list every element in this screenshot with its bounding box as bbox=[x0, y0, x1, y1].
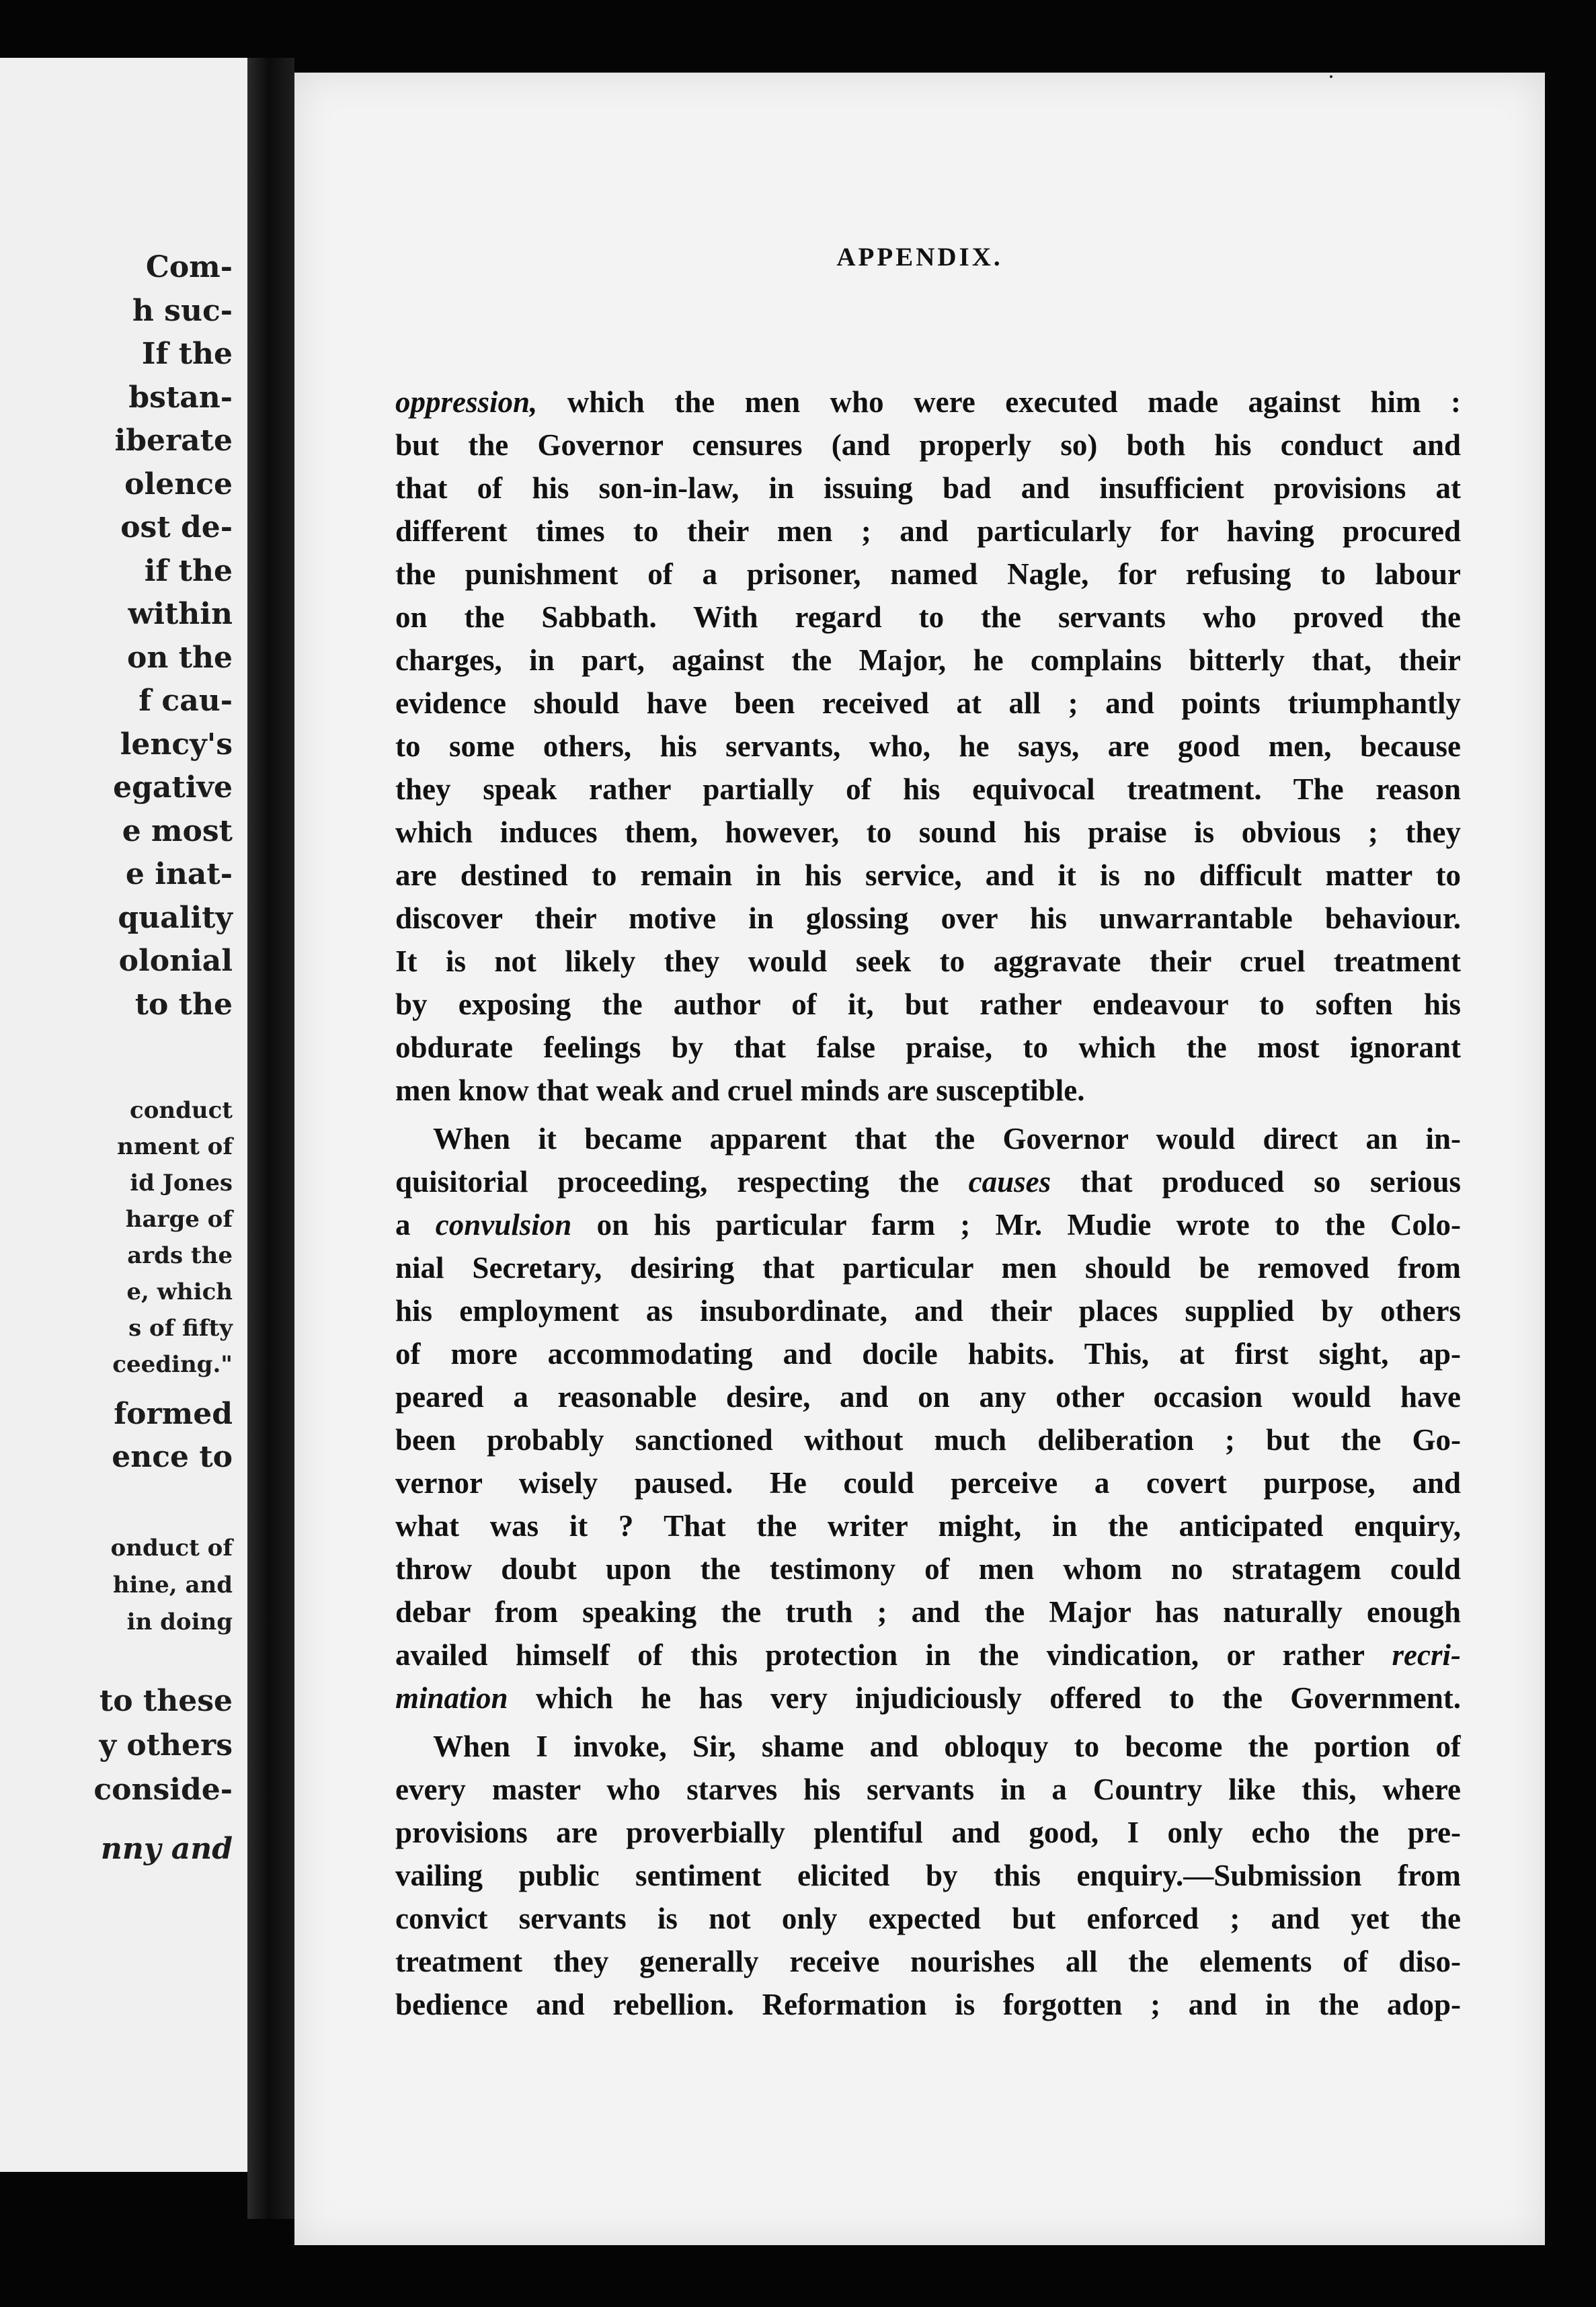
text-run: his employment as insubordinate, and their places supplied by others bbox=[395, 1294, 1461, 1328]
text-run: that of his son-in-law, in issuing bad and insufficient provisions at bbox=[395, 471, 1461, 505]
italic-text: oppression, bbox=[395, 385, 538, 419]
text-line bbox=[395, 423, 1461, 467]
left-page-line: to the bbox=[134, 987, 233, 1022]
text-line bbox=[395, 1289, 1461, 1332]
text-line bbox=[395, 1026, 1461, 1069]
paragraph bbox=[395, 1725, 1461, 2026]
left-page-fragment bbox=[0, 58, 247, 2172]
left-page-line: lency's bbox=[120, 727, 233, 762]
text-run: It is not likely they would seek to aggravate their cruel treatment bbox=[395, 944, 1461, 978]
left-page-line: hine, and bbox=[112, 1572, 233, 1598]
print-speck bbox=[1330, 75, 1332, 78]
text-run: men know that weak and cruel minds are susceptible. bbox=[395, 1074, 1085, 1107]
left-page-line: egative bbox=[113, 770, 233, 805]
right-page bbox=[294, 73, 1545, 2245]
text-run: convict servants is not only expected but enforced ; and yet the bbox=[395, 1902, 1461, 1935]
text-line bbox=[395, 983, 1461, 1026]
left-page-line: bstan- bbox=[128, 380, 233, 415]
text-run: vernor wisely paused. He could perceive a covert purpose, and bbox=[395, 1466, 1461, 1500]
text-run: which the men who were executed made against him : bbox=[537, 385, 1461, 419]
text-run: When it became apparent that the Governor would direct an in- bbox=[433, 1122, 1461, 1156]
text-line bbox=[395, 940, 1461, 983]
left-page-line: If the bbox=[141, 337, 233, 371]
page-header: APPENDIX. bbox=[836, 243, 1003, 272]
text-line bbox=[395, 1461, 1461, 1504]
left-page-line: nment of bbox=[117, 1133, 233, 1160]
text-run: the punishment of a prisoner, named Nagle, for refusing to labour bbox=[395, 557, 1461, 591]
left-page-line: harge of bbox=[125, 1206, 233, 1233]
text-run: treatment they generally receive nourishes all the elements of diso- bbox=[395, 1945, 1461, 1978]
text-run: which he has very injudiciously offered to the Government. bbox=[508, 1681, 1461, 1715]
text-run: peared a reasonable desire, and on any other occasion would have bbox=[395, 1380, 1461, 1414]
left-page-line: to these bbox=[99, 1684, 233, 1718]
left-page-line: s of fifty bbox=[128, 1315, 233, 1342]
italic-text: recri- bbox=[1392, 1638, 1461, 1672]
text-run: of more accommodating and docile habits. This, at first sight, ap- bbox=[395, 1337, 1461, 1371]
left-page-line: e inat- bbox=[125, 857, 233, 891]
text-line bbox=[395, 1854, 1461, 1897]
text-run: what was it ? That the writer might, in the anticipated enquiry, bbox=[395, 1509, 1461, 1543]
text-run: but the Governor censures (and properly so) both his conduct and bbox=[395, 428, 1461, 462]
italic-text: causes bbox=[968, 1165, 1051, 1199]
text-run: availed himself of this protection in the vindication, or rather bbox=[395, 1638, 1392, 1672]
left-page-line: f cau- bbox=[138, 684, 233, 718]
text-line bbox=[395, 1332, 1461, 1375]
text-run: vailing public sentiment elicited by this enquiry.—Submission from bbox=[395, 1859, 1461, 1892]
text-run: nial Secretary, desiring that particular men should be removed from bbox=[395, 1251, 1461, 1285]
italic-text: mination bbox=[395, 1681, 508, 1715]
left-page-line: Com- bbox=[145, 250, 233, 284]
left-page-line: formed bbox=[114, 1397, 233, 1431]
left-page-line: ost de- bbox=[120, 510, 233, 544]
left-page-line: id Jones bbox=[130, 1170, 233, 1197]
page-body bbox=[395, 380, 1461, 2026]
text-run: evidence should have been received at all ; and points triumphantly bbox=[395, 686, 1461, 720]
text-line bbox=[395, 510, 1461, 553]
text-run: that produced so serious bbox=[1051, 1165, 1461, 1199]
text-run: provisions are proverbially plentiful and good, I only echo the pre- bbox=[395, 1816, 1461, 1849]
text-run: which induces them, however, to sound his praise is obvious ; they bbox=[395, 815, 1461, 849]
text-run: by exposing the author of it, but rather endeavour to soften his bbox=[395, 987, 1461, 1021]
text-run: they speak rather partially of his equivocal treatment. The reason bbox=[395, 772, 1461, 806]
text-line bbox=[395, 639, 1461, 682]
left-page-line: within bbox=[128, 597, 233, 631]
text-line bbox=[395, 1676, 1461, 1719]
left-page-line: h suc- bbox=[132, 293, 233, 328]
book-gutter bbox=[247, 58, 294, 2219]
text-line bbox=[395, 1633, 1461, 1676]
text-run: to some others, his servants, who, he says, are good men, because bbox=[395, 729, 1461, 763]
text-run: bedience and rebellion. Reformation is forgotten ; and in the adop- bbox=[395, 1988, 1461, 2021]
left-page-line: olonial bbox=[118, 944, 233, 978]
left-page-line: ceeding." bbox=[112, 1351, 233, 1378]
text-run: been probably sanctioned without much deliberation ; but the Go- bbox=[395, 1423, 1461, 1457]
text-run: on his particular farm ; Mr. Mudie wrote to the Colo- bbox=[571, 1208, 1461, 1242]
text-line bbox=[395, 1940, 1461, 1983]
text-line bbox=[395, 1590, 1461, 1633]
text-run: discover their motive in glossing over his unwarrantable behaviour. bbox=[395, 901, 1461, 935]
text-run: a bbox=[395, 1208, 436, 1242]
text-line bbox=[395, 768, 1461, 811]
left-page-line: onduct of bbox=[110, 1535, 233, 1562]
left-page-line: conside- bbox=[93, 1773, 233, 1807]
text-line bbox=[395, 1983, 1461, 2026]
text-line bbox=[395, 1897, 1461, 1940]
left-page-line: e, which bbox=[126, 1279, 233, 1305]
text-line bbox=[395, 1418, 1461, 1461]
left-page-line: on the bbox=[127, 640, 233, 675]
text-line bbox=[395, 1811, 1461, 1854]
text-line bbox=[395, 854, 1461, 897]
paragraph bbox=[395, 380, 1461, 1112]
text-run: every master who starves his servants in a Country like this, where bbox=[395, 1773, 1461, 1806]
text-line bbox=[395, 811, 1461, 854]
text-run: obdurate feelings by that false praise, to which the most ignorant bbox=[395, 1030, 1461, 1064]
text-run: When I invoke, Sir, shame and obloquy to become the portion of bbox=[433, 1730, 1461, 1763]
text-line bbox=[395, 1246, 1461, 1289]
paragraph bbox=[395, 1117, 1461, 1719]
left-page-line: olence bbox=[124, 467, 233, 501]
left-page-line: if the bbox=[144, 553, 233, 588]
text-line bbox=[395, 553, 1461, 596]
text-line bbox=[395, 1117, 1461, 1160]
text-line bbox=[395, 1203, 1461, 1246]
text-line bbox=[395, 1160, 1461, 1203]
left-page-line: quality bbox=[118, 900, 233, 935]
left-page-line: in doing bbox=[126, 1609, 233, 1635]
text-line bbox=[395, 596, 1461, 639]
text-line bbox=[395, 380, 1461, 423]
text-run: quisitorial proceeding, respecting the bbox=[395, 1165, 969, 1199]
text-line bbox=[395, 682, 1461, 725]
text-line bbox=[395, 1504, 1461, 1547]
left-page-line: ards the bbox=[127, 1242, 233, 1269]
left-page-line: e most bbox=[122, 813, 233, 848]
text-run: debar from speaking the truth ; and the Major has naturally enough bbox=[395, 1595, 1461, 1629]
text-run: on the Sabbath. With regard to the servants who proved the bbox=[395, 600, 1461, 634]
left-page-line: nny and bbox=[100, 1832, 233, 1866]
italic-text: convulsion bbox=[435, 1208, 572, 1242]
text-line bbox=[395, 1547, 1461, 1590]
text-run: throw doubt upon the testimony of men whom no stratagem could bbox=[395, 1552, 1461, 1586]
left-page-line: ence to bbox=[112, 1440, 233, 1474]
left-page-line: iberate bbox=[114, 423, 233, 458]
left-page-line: y others bbox=[99, 1728, 233, 1763]
text-run: different times to their men ; and particularly for having procured bbox=[395, 514, 1461, 548]
text-line bbox=[395, 467, 1461, 510]
text-line bbox=[395, 1725, 1461, 1768]
text-run: charges, in part, against the Major, he complains bitterly that, their bbox=[395, 643, 1461, 677]
text-line bbox=[395, 897, 1461, 940]
text-run: are destined to remain in his service, and it is no difficult matter to bbox=[395, 858, 1461, 892]
text-line bbox=[395, 725, 1461, 768]
left-page-line: conduct bbox=[130, 1097, 233, 1124]
text-line bbox=[395, 1768, 1461, 1811]
text-line bbox=[395, 1375, 1461, 1418]
text-line bbox=[395, 1069, 1461, 1112]
